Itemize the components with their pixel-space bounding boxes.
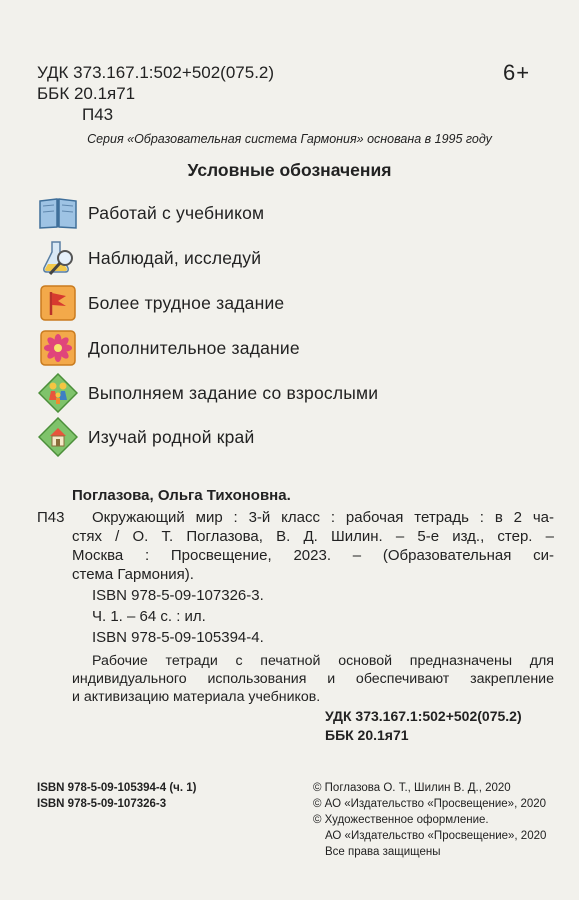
legend-item [38, 193, 264, 233]
legend-item-label: Более трудное задание [88, 292, 285, 313]
legend-item-label: Работай с учебником [88, 202, 265, 223]
legend-item [38, 328, 300, 368]
legend-item [38, 417, 254, 457]
bib-line: индивидуального использования и обеспечивают закрепление [72, 671, 554, 687]
flag-icon [38, 283, 78, 323]
copyright-line: © Художественное оформление. [313, 814, 489, 826]
legend-title: Условные обозначения [187, 160, 392, 180]
book-icon [38, 193, 78, 233]
bib-line: и активизацию материала учебников. [72, 689, 321, 705]
bib-bbk: ББК 20.1я71 [325, 727, 409, 743]
family-icon [38, 373, 78, 413]
house-icon [38, 417, 78, 457]
bib-line: стема Гармония). [72, 566, 194, 583]
legend-item-label: Выполняем задание со взрослыми [88, 382, 379, 403]
bib-udk: УДК 373.167.1:502+502(075.2) [325, 708, 522, 724]
legend-item-label: Наблюдай, исследуй [88, 247, 262, 268]
copyright-line: © АО «Издательство «Просвещение», 2020 [313, 798, 547, 810]
bib-code: П43 [37, 509, 65, 526]
legend-item-label: Изучай родной край [88, 426, 255, 447]
author-name: Поглазова, Ольга Тихоновна. [72, 487, 291, 504]
legend-item-label: Дополнительное задание [88, 337, 300, 358]
header-code: П43 [82, 105, 114, 124]
header-udk: УДК 373.167.1:502+502(075.2) [37, 63, 275, 82]
bib-line: Рабочие тетради с печатной основой предназначены для [92, 653, 554, 669]
age-rating: 6+ [503, 60, 531, 85]
magnifier-flask-icon [38, 238, 78, 278]
legend-item [38, 238, 261, 278]
legend-item [38, 373, 378, 413]
bib-line: стях / О. Т. Поглазова, В. Д. Шилин. – 5-е изд., стер. – [72, 528, 554, 545]
copyright-line: © Поглазова О. Т., Шилин В. Д., 2020 [313, 782, 511, 794]
bib-line: Москва : Просвещение, 2023. – (Образовательная си- [72, 547, 554, 564]
bib-line: ISBN 978-5-09-105394-4. [92, 629, 264, 646]
legend-item [38, 283, 284, 323]
isbn-line: ISBN 978-5-09-105394-4 (ч. 1) [37, 782, 197, 794]
isbn-line: ISBN 978-5-09-107326-3 [37, 798, 167, 810]
flower-icon [38, 328, 78, 368]
bib-line: Окружающий мир : 3-й класс : рабочая тетрадь : в 2 ча- [92, 509, 554, 526]
copyright-line: АО «Издательство «Просвещение», 2020 [325, 830, 547, 842]
header-bbk: ББК 20.1я71 [37, 84, 136, 103]
bib-line: Ч. 1. – 64 с. : ил. [92, 608, 206, 625]
bib-line: ISBN 978-5-09-107326-3. [92, 587, 264, 604]
copyright-line: Все права защищены [325, 846, 441, 858]
series-note: Серия «Образовательная система Гармония» основана в 1995 году [87, 132, 492, 146]
